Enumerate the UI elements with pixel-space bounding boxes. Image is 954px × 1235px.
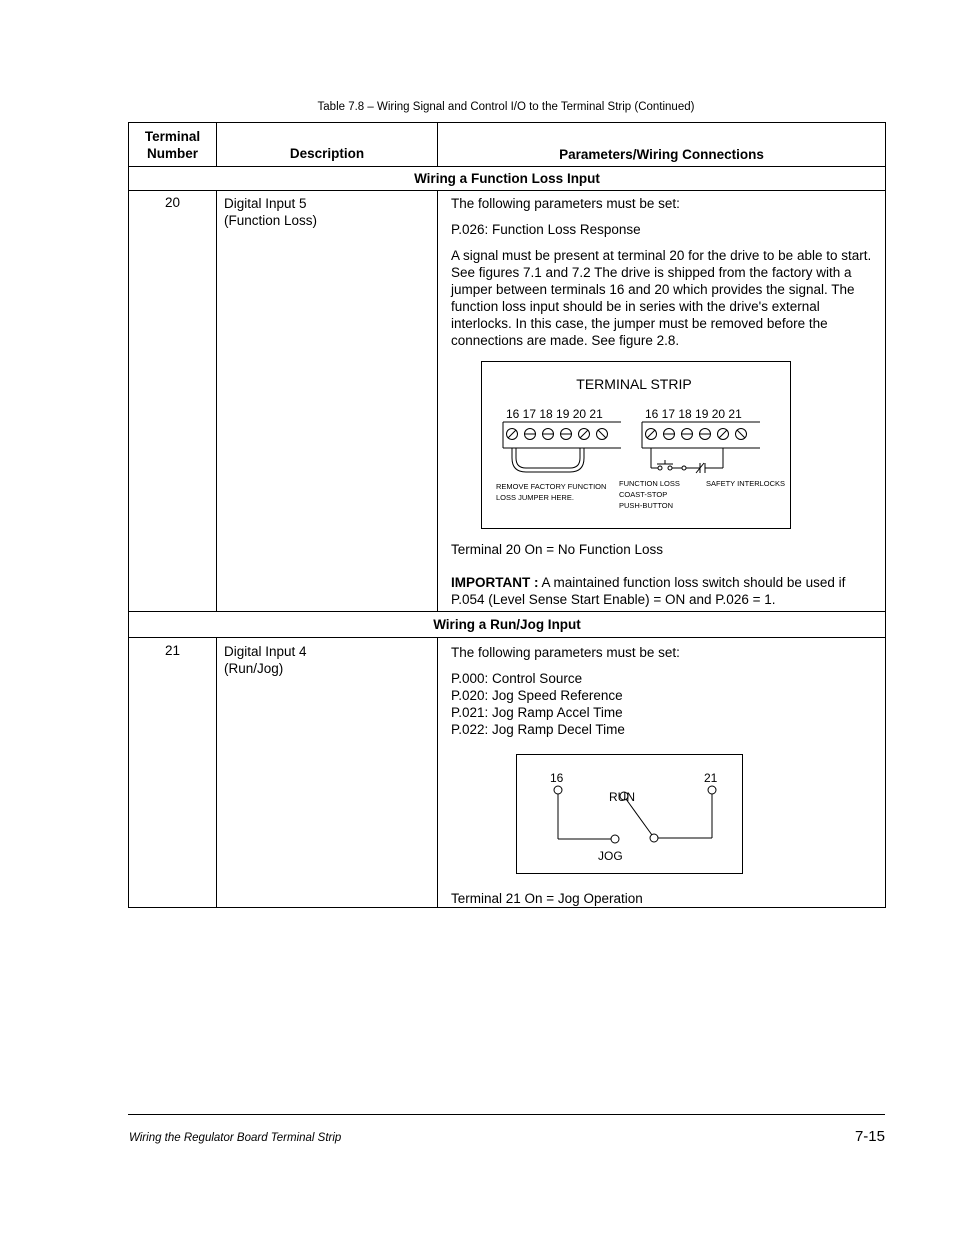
section-title-run-jog: Wiring a Run/Jog Input xyxy=(129,612,886,638)
parameters-cell xyxy=(438,638,886,908)
terminal-16-label: 16 xyxy=(550,771,564,785)
parameters-cell xyxy=(438,191,886,612)
body-text: A signal must be present at terminal 20 for the drive to be able to start. See figures 7.1 and 7.2 The drive is shipped from the factory with a jumper between terminals 16 and 20 which provides the signal. The function loss input should be in series with the drive's external interlocks. In this case, the jumper must be removed before the connections are made. See figure 2.8. xyxy=(451,248,872,348)
header-parameters: Parameters/Wiring Connections xyxy=(438,123,886,167)
description-cell: Digital Input 5 (Function Loss) xyxy=(217,191,438,612)
jumper-note: REMOVE FACTORY FUNCTION LOSS JUMPER HERE. xyxy=(496,482,607,502)
run-jog-diagram xyxy=(516,754,743,874)
terminal-20-note: Terminal 20 On = No Function Loss xyxy=(451,542,663,557)
params-intro: The following parameters must be set: xyxy=(451,645,680,660)
terminal-strip-diagram xyxy=(481,361,791,529)
right-terminal-numbers: 16 17 18 19 20 21 xyxy=(645,407,742,421)
terminal-21-note: Terminal 21 On = Jog Operation xyxy=(451,891,643,906)
param-item: P.020: Jog Speed Reference xyxy=(451,688,623,703)
table-caption: Table 7.8 – Wiring Signal and Control I/O to the Terminal Strip (Continued) xyxy=(317,101,695,113)
header-terminal-number: Terminal Number xyxy=(129,123,217,167)
param-item: P.000: Control Source xyxy=(451,671,583,686)
terminal-number: 20 xyxy=(129,191,217,612)
run-jog-switch-drawing xyxy=(517,755,742,873)
section-title-function-loss: Wiring a Function Loss Input xyxy=(129,167,886,191)
function-loss-note: FUNCTION LOSS COAST-STOP PUSH-BUTTON xyxy=(619,479,680,510)
param-item: P.022: Jog Ramp Decel Time xyxy=(451,722,625,737)
footer-section-title: Wiring the Regulator Board Terminal Strip xyxy=(129,1132,342,1144)
header-description: Description xyxy=(217,123,438,167)
safety-interlocks-note: SAFETY INTERLOCKS xyxy=(706,479,786,488)
run-label: RUN xyxy=(609,790,635,804)
footer-rule xyxy=(128,1114,885,1115)
param-item: P.026: Function Loss Response xyxy=(451,222,641,237)
diagram-title: TERMINAL STRIP xyxy=(576,376,692,392)
params-intro: The following parameters must be set: xyxy=(451,196,680,211)
left-terminal-numbers: 16 17 18 19 20 21 xyxy=(506,407,603,421)
important-note: IMPORTANT : A maintained function loss switch should be used if P.054 (Level Sense Start Enable) = ON and P.026 = 1. xyxy=(451,575,846,607)
terminal-21-label: 21 xyxy=(704,771,718,785)
param-item: P.021: Jog Ramp Accel Time xyxy=(451,705,623,720)
jog-label: JOG xyxy=(598,849,623,863)
terminal-number: 21 xyxy=(129,638,217,908)
page-number: 7-15 xyxy=(854,1128,885,1145)
wiring-table xyxy=(128,122,886,908)
description-cell: Digital Input 4 (Run/Jog) xyxy=(217,638,438,908)
